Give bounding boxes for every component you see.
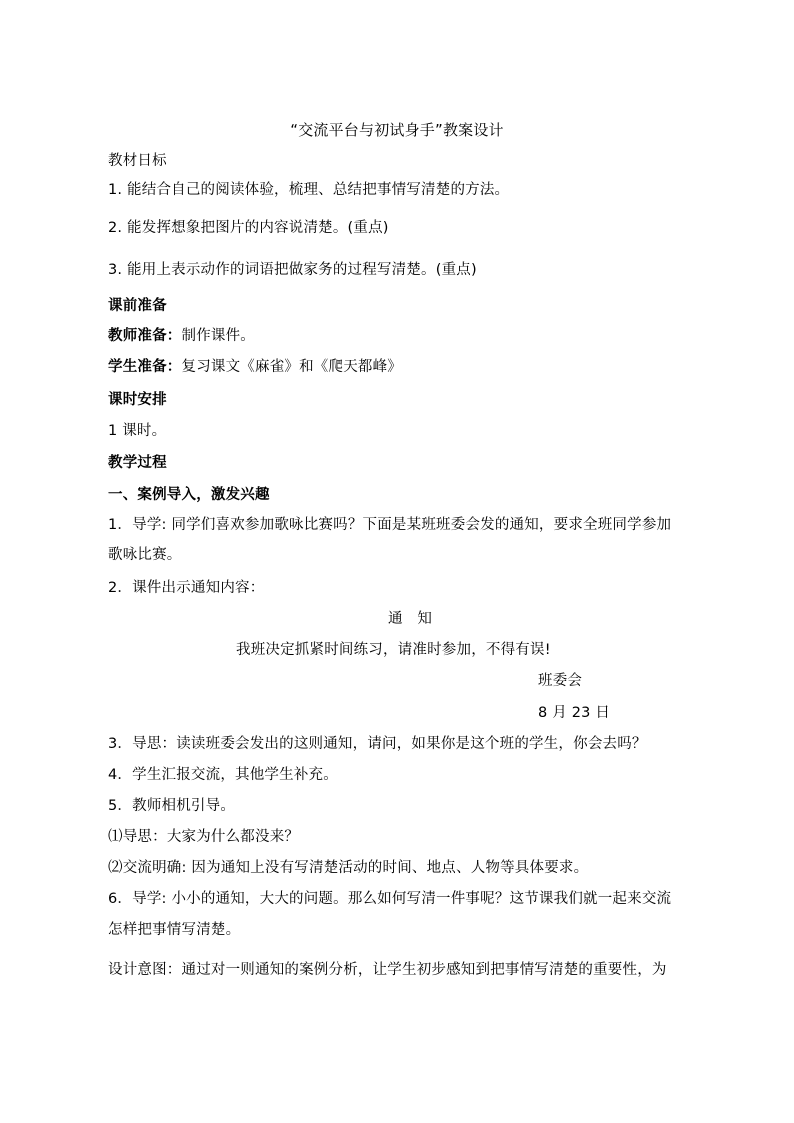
notice-title: 通 知 xyxy=(388,611,433,627)
sub-step-1-label: ⑴导思： xyxy=(108,829,167,845)
objective-3: 3. 能用上表示动作的词语把做家务的过程写清楚。(重点) xyxy=(108,262,477,278)
teacher-prep-text: 制作课件。 xyxy=(181,328,255,344)
step-4: 4．学生汇报交流，其他学生补充。 xyxy=(108,767,338,783)
notice-body: 我班决定抓紧时间练习，请准时参加，不得有误! xyxy=(236,642,551,658)
objectives-heading: 教材日标 xyxy=(108,153,167,169)
student-prep-text: 复习课文《麻雀》和《爬天都峰》 xyxy=(181,359,402,375)
step-3-text: 读读班委会发出的这则通知，请问，如果你是这个班的学生，你会去吗？ xyxy=(176,736,647,752)
schedule-text: 1 课时。 xyxy=(108,423,167,439)
design-intent: 设计意图：通过对一则通知的案例分析，让学生初步感知到把事情写清楚的重要性，为 xyxy=(108,962,667,978)
step-1-label: 1．导学: xyxy=(108,517,167,533)
step-6-text: 小小的通知，大大的问题。那么如何写清一件事呢？这节课我们就一起来交流 xyxy=(171,891,672,907)
document-title: “交流平台与初试身手”教案设计 xyxy=(290,121,504,139)
schedule-heading: 课时安排 xyxy=(108,392,167,408)
sub-step-1 xyxy=(108,827,299,847)
step-6-line-1 xyxy=(108,889,671,909)
step-1-line-2: 歌咏比赛。 xyxy=(108,547,182,563)
notice-signer: 班委会 xyxy=(538,673,583,689)
process-heading: 教学过程 xyxy=(108,455,167,471)
step-5: 5．教师相机引导。 xyxy=(108,798,236,814)
step-6-line-2: 怎样把事情写清楚。 xyxy=(108,922,241,938)
sub-step-2 xyxy=(108,858,588,878)
step-1-text: 同学们喜欢参加歌咏比赛吗？下面是某班班委会发的通知，要求全班同学参加 xyxy=(171,517,672,533)
teacher-prep xyxy=(108,326,255,346)
notice-date: 8 月 23 日 xyxy=(538,705,611,721)
prep-heading: 课前准备 xyxy=(108,298,167,314)
student-prep-label: 学生准备： xyxy=(108,359,182,375)
teacher-prep-label: 教师准备： xyxy=(108,328,182,344)
step-3-label: 3．导思： xyxy=(108,736,177,752)
objective-2: 2. 能发挥想象把图片的内容说清楚。(重点) xyxy=(108,220,389,236)
student-prep xyxy=(108,357,402,377)
step-3 xyxy=(108,734,647,754)
objective-1: 1. 能结合自己的阅读体验，梳理、总结把事情写清楚的方法。 xyxy=(108,182,510,198)
sub-step-2-text: 因为通知上没有写清楚活动的时间、地点、人物等具体要求。 xyxy=(191,860,589,876)
step-2: 2．课件出示通知内容： xyxy=(108,580,265,596)
sub-step-2-label: ⑵交流明确: xyxy=(108,860,187,876)
sub-step-1-text: 大家为什么都没来？ xyxy=(166,829,300,845)
part1-heading: 一、案例导入，激发兴趣 xyxy=(108,487,270,503)
step-6-label: 6．导学: xyxy=(108,891,167,907)
step-1-line-1 xyxy=(108,515,671,535)
